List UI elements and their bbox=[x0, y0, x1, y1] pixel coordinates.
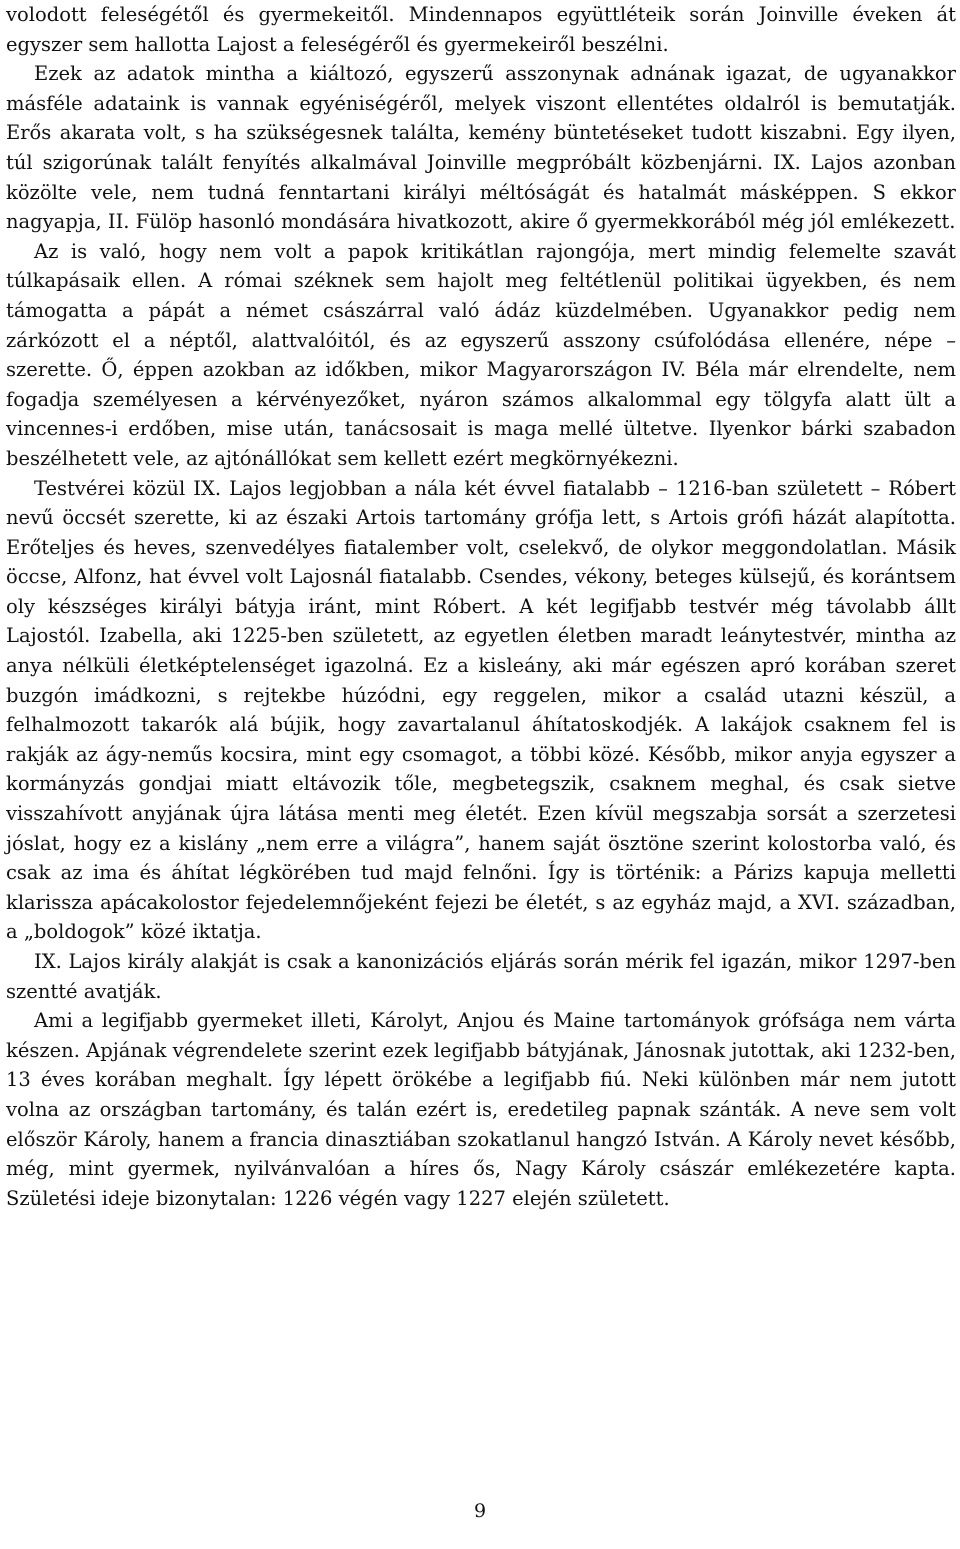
paragraph-2: Ezek az adatok mintha a kiáltozó, egyszerű asszonynak adnának igazat, de ugyanakkor másféle adataink is vannak egyéniségéről, melyek viszont ellentétes oldalról is bemutatják. Erős akarata volt, s ha szükségesnek találta, kemény büntetéseket tudott kiszabni. Egy ilyen, túl szigorúnak talált fenyítés alkalmával Joinville megpróbált közbenjárni. IX. Lajos azonban közölte vele, nem tudná fenntartani királyi méltóságát és hatalmát másképpen. S ekkor nagyapja, II. Fülöp hasonló mondására hivatkozott, akire ő gyermekkorából még jól emlékezett. bbox=[6, 62, 956, 234]
paragraph-6: Ami a legifjabb gyermeket illeti, Károlyt, Anjou és Maine tartományok grófsága nem várta készen. Apjának végrendelete szerint ezek legifjabb bátyjának, Jánosnak jutottak, aki 1232-ben, 13 éves korában meghalt. Így lépett örökébe a legifjabb fiú. Neki különben már nem jutott volna az országban tartomány, és talán ezért is, eredetileg papnak szánták. A neve sem volt először Károly, hanem a francia dinasztiában szokatlanul hangzó István. A Károly nevet később, még, mint gyermek, nyilvánvalóan a híres ős, Nagy Károly császár emlékezetére kapta. Születési ideje bizonytalan: 1226 végén vagy 1227 elején született. bbox=[6, 1009, 956, 1210]
page-number: 9 bbox=[473, 1500, 487, 1522]
paragraph-1: volodott feleségétől és gyermekeitől. Mindennapos együttléteik során Joinville éveken át egyszer sem hallotta Lajost a feleségéről és gyermekeiről beszélni. bbox=[6, 3, 956, 56]
paragraph-3: Az is való, hogy nem volt a papok kritikátlan rajongója, mert mindig felemelte szavát túlkapásaik ellen. A római széknek sem hajolt meg feltétlenül politikai ügyekben, és nem támogatta a pápát a német császárral való ádáz küzdelmében. Ugyanakkor pedig nem zárkózott el a néptől, alattvalóitól, és az egyszerű asszony csúfolódása ellenére, népe – szerette. Ő, éppen azokban az időkben, mikor Magyarországon IV. Béla már elrendelte, nem fogadja személyesen a kérvényezőket, nyáron számos alkalommal egy tölgyfa alatt ült a vincennes-i erdőben, mise után, tanácsosait is maga mellé ültetve. Ilyenkor bárki szabadon beszélhetett vele, az ajtónállókat sem kellett ezért megkörnyékezni. bbox=[6, 239, 956, 470]
document-page bbox=[6, 0, 956, 1213]
paragraph-5: IX. Lajos király alakját is csak a kanonizációs eljárás során mérik fel igazán, mikor 1297-ben szentté avatják. bbox=[6, 950, 956, 1003]
paragraph-4: Testvérei közül IX. Lajos legjobban a nála két évvel fiatalabb – 1216-ban született – Róbert nevű öccsét szerette, ki az északi Artois tartomány grófja lett, s Artois grófi házát alapította. Erőteljes és heves, szenvedélyes fiatalember volt, cselekvő, de olykor meggondolatlan. Másik öccse, Alfonz, hat évvel volt Lajosnál fiatalabb. Csendes, vékony, beteges külsejű, és korántsem oly készséges királyi bátyja iránt, mint Róbert. A két legifjabb testvér még távolabb állt Lajostól. Izabella, aki 1225-ben született, az egyetlen életben maradt leánytestvér, mintha az anya nélküli életképtelenséget igazolná. Ez a kisleány, aki már egészen apró korában szeret buzgón imádkozni, s rejtekbe húzódni, egy reggelen, mikor a család utazni készül, a felhalmozott takarók alá bújik, hogy zavartalanul áhítatoskodjék. A lakájok csaknem fel is rakják az ágy-neműs kocsira, mint egy csomagot, a többi közé. Később, mikor anyja egyszer a kormányzás gondjai miatt eltávozik tőle, megbetegszik, csaknem meghal, és csak sietve visszahívott anyjának újra látása menti meg életét. Ezen kívül megszabja sorsát a szerzetesi jóslat, hogy ez a kislány „nem erre a világra”, hanem saját ösztöne szerint kolostorba való, és csak az ima és áhítat légkörében tud majd felnőni. Így is történik: a Párizs kapuja melletti klarissza apácakolostor fejedelemnőjeként fejezi be életét, s az egyház majd, a XVI. században, a „boldogok” közé iktatja. bbox=[6, 476, 956, 944]
